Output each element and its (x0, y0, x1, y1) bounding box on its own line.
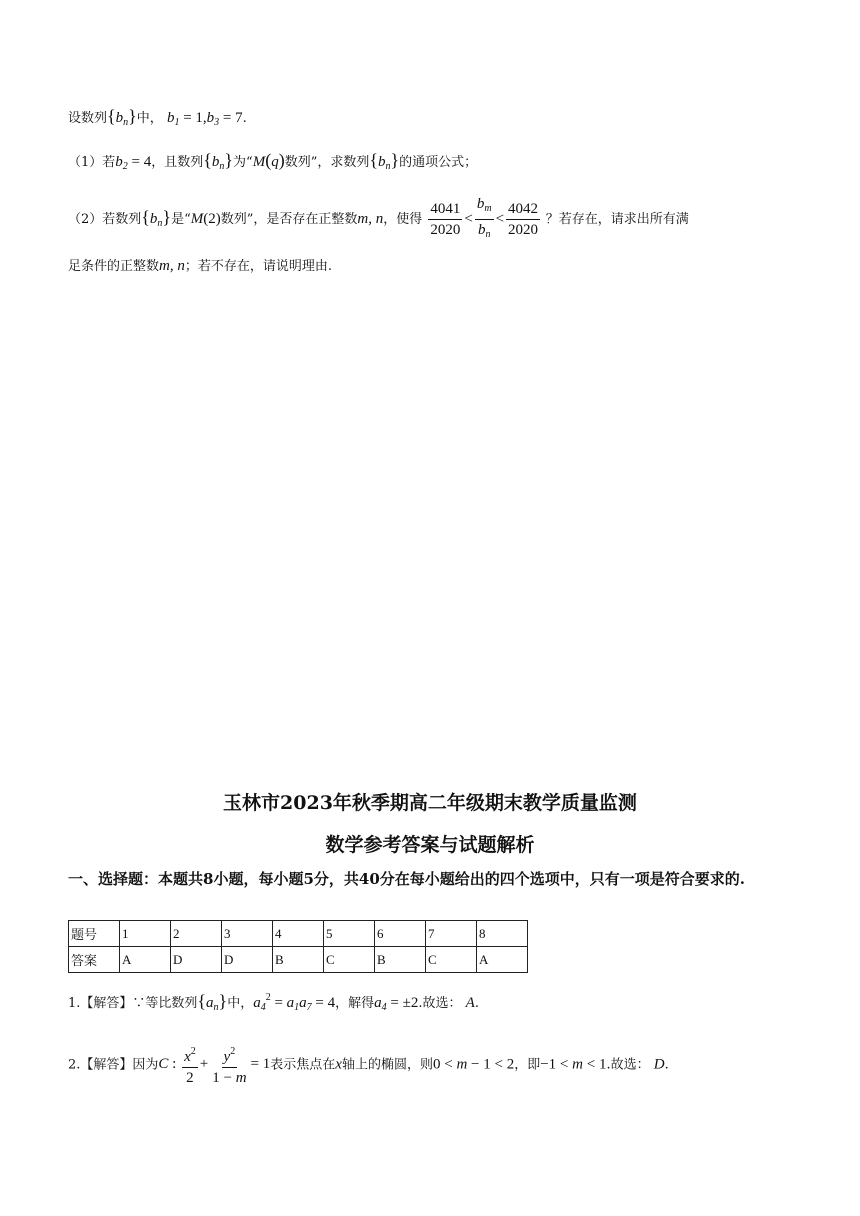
math-a4-value: $a_4 = \pm 2$ (374, 995, 419, 1013)
table-cell: B (273, 947, 324, 973)
math-m2: M(2) (190, 210, 221, 227)
math-seq-bn: $\{b_n\}$ (369, 150, 400, 172)
table-cell: 6 (375, 921, 426, 947)
table-cell: 7 (426, 921, 477, 947)
answer-table (68, 920, 528, 973)
math-choice-a: A (465, 995, 475, 1011)
table-cell: 1 (120, 921, 171, 947)
problem-intro: 设数列$\{b_n\}$中， $b_1 = 1,b_3 = 7$. (68, 106, 247, 128)
table-row (69, 921, 528, 947)
table-cell: 题号 (69, 921, 120, 947)
math-mq: M(q) (252, 150, 285, 170)
table-cell: 答案 (69, 947, 120, 973)
table-cell: A (120, 947, 171, 973)
table-cell: 4 (273, 921, 324, 947)
math-a4-squared: $a_4^2 = a_1a_7 = 4$ (253, 992, 336, 1013)
problem-part-2: （2）若数列$\{b_n\}$是“M(2)数列”，是否存在正整数m, n，使得 $\frac{4041}{2020}$ < $\frac{b_m}{b_n}$ < $\frac{4042}{2020}$ ？若存在，请求出所有满 (68, 196, 689, 240)
table-cell: A (477, 947, 528, 973)
math-x: x (335, 1056, 342, 1073)
math-seq-an: $\{a_n\}$ (197, 991, 228, 1013)
table-cell: C (324, 947, 375, 973)
page-subtitle: 数学参考答案与试题解析 (325, 834, 535, 856)
table-cell: D (222, 947, 273, 973)
page-title: 玉林市2023年秋季期高二年级期末教学质量监测 (223, 792, 637, 814)
math-ineq-2: −1 < m < 1 (540, 1056, 607, 1073)
math-b2: $b_2 = 4$ (115, 154, 152, 172)
math-inequality: $\frac{4041}{2020}$ < $\frac{b_m}{b_n}$ < $\frac{4042}{2020}$ (430, 196, 539, 240)
table-cell: 8 (477, 921, 528, 947)
math-seq-bn: $\{b_n\}$ (107, 106, 137, 128)
math-mn: m, n (159, 258, 185, 274)
table-cell: 5 (324, 921, 375, 947)
math-mn: m, n (357, 210, 384, 227)
table-cell: C (426, 947, 477, 973)
table-cell: 3 (222, 921, 273, 947)
solution-1: 1.【解答】∵等比数列$\{a_n\}$中，$a_4^2 = a_1a_7 = 4$，解得$a_4 = \pm 2$.故选： A. (68, 991, 479, 1013)
math-ellipse: C : $\frac{x^2}{2}$ + $\frac{y^2}{1 - m}$ = 1 (158, 1046, 271, 1086)
table-cell: 2 (171, 921, 222, 947)
problem-part-2-cont: 足条件的正整数m, n；若不存在，请说明理由. (68, 258, 332, 274)
math-choice-d: D (653, 1056, 665, 1073)
math-b1-b3: $b_1 = 1,b_3 = 7$ (166, 110, 243, 128)
table-cell: B (375, 947, 426, 973)
math-seq-bn: $\{b_n\}$ (141, 206, 172, 229)
solution-2: 2.【解答】因为C : $\frac{x^2}{2}$ + $\frac{y^2}{1 - m}$ = 1表示焦点在x轴上的椭圆，则0 < m − 1 < 2，即−1 < m < 1.故选： D. (68, 1046, 669, 1086)
math-ineq-1: 0 < m − 1 < 2 (432, 1056, 515, 1073)
section-heading: 一、选择题：本题共8小题，每小题5分，共40分在每小题给出的四个选项中，只有一项是符合要求的. (68, 870, 745, 888)
table-row (69, 947, 528, 973)
math-seq-bn: $\{b_n\}$ (203, 150, 234, 172)
problem-part-1: （1）若$b_2 = 4$，且数列$\{b_n\}$为“M(q)数列”，求数列$\{b_n\}$的通项公式； (68, 150, 478, 172)
table-cell: D (171, 947, 222, 973)
